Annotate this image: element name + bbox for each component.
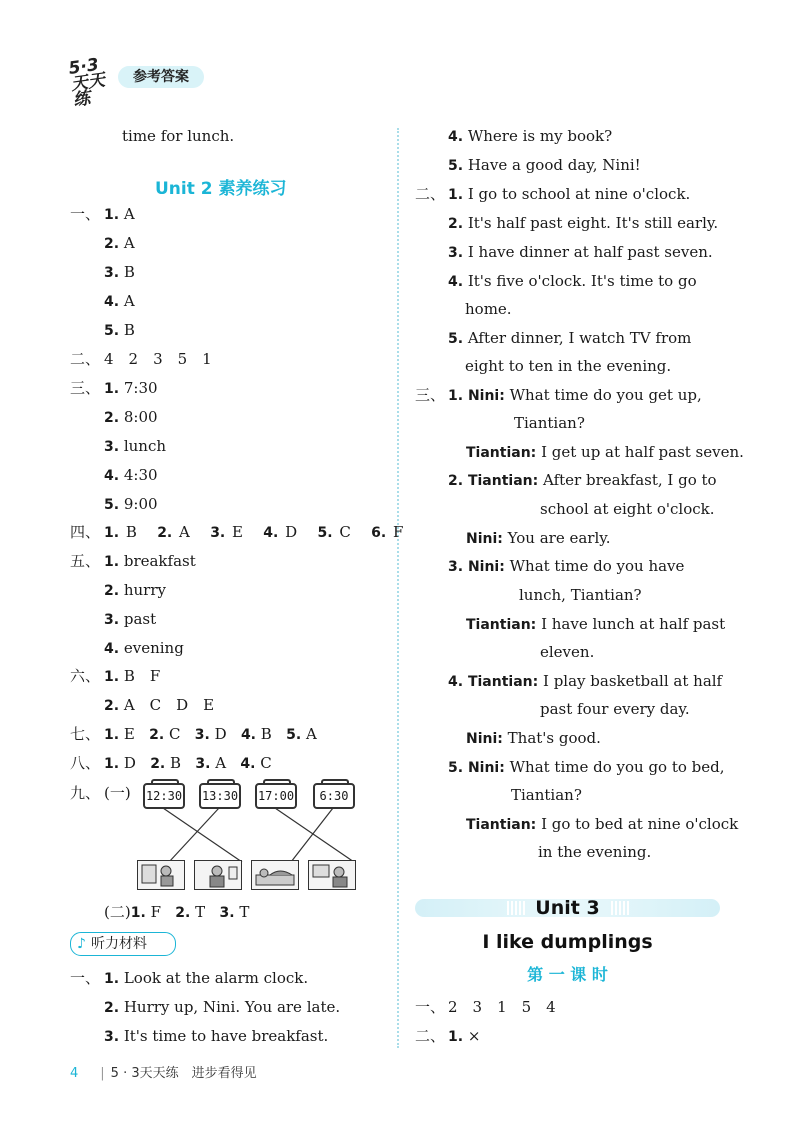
lesson-title: 第 一 课 时 bbox=[527, 965, 608, 984]
answer-line: 2. A bbox=[104, 234, 135, 252]
continued-text: time for lunch. bbox=[122, 127, 235, 145]
section-label: 一、 bbox=[415, 998, 446, 1016]
answer-line: 5. 9:00 bbox=[104, 495, 158, 513]
dialogue-line: Tiantian: I have lunch at half past bbox=[466, 615, 726, 633]
answer-line: 2. It's half past eight. It's still early. bbox=[448, 214, 719, 232]
dialogue-line: past four every day. bbox=[540, 700, 690, 718]
answer-line: 4. evening bbox=[104, 639, 184, 657]
answer-line: 2. 8:00 bbox=[104, 408, 158, 426]
dialogue-line: 5. Nini: What time do you go to bed, bbox=[448, 758, 725, 776]
answer-line: 1. D 2. B 3. A 4. C bbox=[104, 754, 272, 772]
dialogue-line: school at eight o'clock. bbox=[540, 500, 715, 518]
section-label: 五、 bbox=[70, 552, 101, 570]
dialogue-line: 4. Tiantian: I play basketball at half bbox=[448, 672, 723, 690]
alarm-clock: 13:30 bbox=[199, 783, 241, 809]
dialogue-line: Tiantian: I go to bed at nine o'clock bbox=[466, 815, 739, 833]
column-divider bbox=[397, 128, 399, 1048]
answer-line: 3. B bbox=[104, 263, 135, 281]
answer-line: eight to ten in the evening. bbox=[465, 357, 672, 375]
answer-line: 2. A C D E bbox=[104, 696, 215, 714]
dialogue-line: Tiantian? bbox=[514, 414, 585, 432]
page-number: 4 bbox=[70, 1066, 79, 1081]
section-label: 二、 bbox=[70, 350, 101, 368]
answer-line: 2. hurry bbox=[104, 581, 166, 599]
answer-line: 1. × bbox=[448, 1027, 481, 1045]
section-label: 三、 bbox=[415, 386, 446, 404]
dialogue-line: lunch, Tiantian? bbox=[519, 586, 642, 604]
alarm-clock: 12:30 bbox=[143, 783, 185, 809]
answer-line: 1. E 2. C 3. D 4. B 5. A bbox=[104, 725, 317, 743]
dialogue-line: Tiantian? bbox=[511, 786, 582, 804]
answer-line: 3. past bbox=[104, 610, 157, 628]
answer-line: 5. Have a good day, Nini! bbox=[448, 156, 641, 174]
dialogue-line: Nini: You are early. bbox=[466, 529, 611, 547]
brand-logo: 5·3天天练 bbox=[67, 54, 107, 111]
headphones-icon: ♪ bbox=[77, 936, 86, 952]
answer-line: 2 3 1 5 4 bbox=[448, 998, 556, 1016]
alarm-clock: 6:30 bbox=[313, 783, 355, 809]
answer-line: 1. A bbox=[104, 205, 135, 223]
answer-line: 4. 4:30 bbox=[104, 466, 158, 484]
answer-line: 3. I have dinner at half past seven. bbox=[448, 243, 713, 261]
unit2-title: Unit 2 素养练习 bbox=[155, 179, 287, 199]
dialogue-line: Nini: That's good. bbox=[466, 729, 601, 747]
scene-picture-icon bbox=[308, 860, 356, 890]
answer-line: 5. After dinner, I watch TV from bbox=[448, 329, 692, 347]
dialogue-line: 3. Nini: What time do you have bbox=[448, 557, 685, 575]
answer-line: (二)1. F 2. T 3. T bbox=[104, 903, 250, 921]
answer-line: 1. 7:30 bbox=[104, 379, 158, 397]
answer-line: 4. Where is my book? bbox=[448, 127, 613, 145]
unit3-label: Unit 3 bbox=[535, 897, 600, 919]
section-label: 七、 bbox=[70, 725, 101, 743]
section-label: 三、 bbox=[70, 379, 101, 397]
answer-line: home. bbox=[465, 300, 512, 318]
section-label: 九、 bbox=[70, 784, 101, 802]
section-label: 四、 bbox=[70, 523, 101, 541]
section-label: 一、 bbox=[70, 205, 101, 223]
dialogue-line: Tiantian: I get up at half past seven. bbox=[466, 443, 744, 461]
scene-picture-icon bbox=[251, 860, 299, 890]
alarm-clock: 17:00 bbox=[255, 783, 297, 809]
footer-slogan: 5 · 3天天练 进步看得见 bbox=[110, 1066, 257, 1081]
answer-line: 1. B F bbox=[104, 667, 161, 685]
dialogue-line: 1. Nini: What time do you get up, bbox=[448, 386, 702, 404]
answer-line: 1. B 2. A 3. E 4. D 5. C 6. F bbox=[104, 523, 404, 541]
answer-line: 3. lunch bbox=[104, 437, 167, 455]
answer-line: 4 2 3 5 1 bbox=[104, 350, 212, 368]
answer-line: 2. Hurry up, Nini. You are late. bbox=[104, 998, 341, 1016]
answer-line: 3. It's time to have breakfast. bbox=[104, 1027, 329, 1045]
unit3-title: I like dumplings bbox=[482, 931, 653, 953]
answer-line: 5. B bbox=[104, 321, 135, 339]
section-label: 二、 bbox=[415, 1027, 446, 1045]
answer-line: 1. breakfast bbox=[104, 552, 196, 570]
dialogue-line: in the evening. bbox=[538, 843, 652, 861]
section-label: 八、 bbox=[70, 754, 101, 772]
section-label: 六、 bbox=[70, 667, 101, 685]
sub-label: (一) bbox=[104, 784, 131, 802]
section-label: 一、 bbox=[70, 969, 101, 987]
dialogue-line: 2. Tiantian: After breakfast, I go to bbox=[448, 471, 717, 489]
scene-picture-icon bbox=[137, 860, 185, 890]
section-label: 二、 bbox=[415, 185, 446, 203]
page-footer: 4 | 5 · 3天天练 进步看得见 bbox=[70, 1066, 257, 1081]
answer-line: 4. It's five o'clock. It's time to go bbox=[448, 272, 697, 290]
answer-key-badge: 参考答案 bbox=[118, 66, 204, 88]
answer-line: 4. A bbox=[104, 292, 135, 310]
listening-material-badge: ♪ 听力材料 bbox=[70, 932, 176, 956]
answer-line: 1. I go to school at nine o'clock. bbox=[448, 185, 691, 203]
answer-line: 1. Look at the alarm clock. bbox=[104, 969, 309, 987]
scene-picture-icon bbox=[194, 860, 242, 890]
dialogue-line: eleven. bbox=[540, 643, 595, 661]
